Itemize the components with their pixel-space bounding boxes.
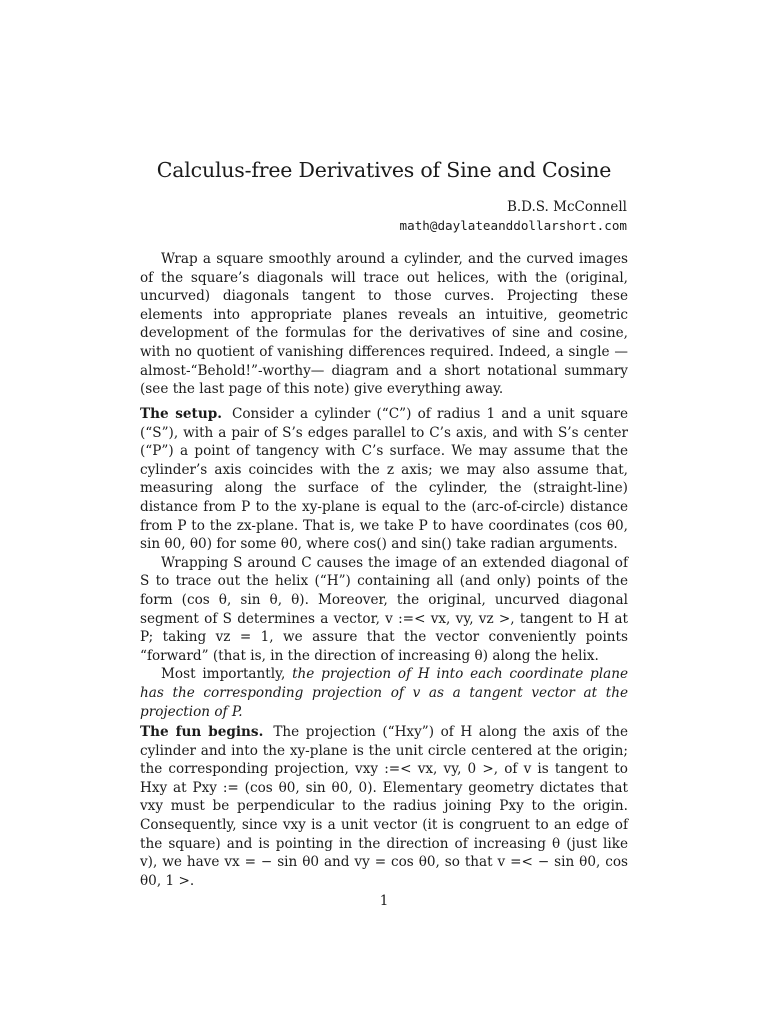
setup-paragraph-2: Wrapping S around C causes the image of an extended diagonal of S to trace out the helix (“H”) containing all (and only) points of the form (cos θ, sin θ, θ). Moreover, the original, uncurved diagonal segment of S determines a vector, v :=< vx, vy, vz >, tangent to H at P; taking vz = 1, we assure that the vector conveniently points “forward” (that is, in the direction of increasing θ) along the helix. (140, 554, 628, 664)
fun-paragraph-1-text: The projection (“Hxy”) of H along the axis of the cylinder and into the xy-plane is the unit circle centered at the origin; the corresponding projection, vxy :=< vx, vy, 0 >, of v is tangent to Hxy at Pxy := (cos θ0, sin θ0, 0). Elementary geometry dictates that vxy must be perpendicular to the radius joining Pxy to the origin. Consequently, since vxy is a unit vector (it is congruent to an edge of the square) and is pointing in the direction of increasing θ (just like v), we have vx = − sin θ0 and vy = cos θ0, so that v =< − sin θ0, cos θ0, 1 >. (140, 724, 628, 889)
fun-heading: The fun begins. (140, 724, 264, 740)
fun-paragraph-1 (140, 723, 628, 890)
setup-paragraph-3-emphasis: the projection of H into each coordinate plane has the corresponding projection of v as a tangent vector at the projection of P. (140, 666, 629, 720)
setup-paragraph-1-text: Consider a cylinder (“C”) of radius 1 and a unit square (“S”), with a pair of S’s edges parallel to C’s axis, and with S’s center (“P”) a point of tangency with C’s surface. We may assume that the cylinder’s axis coincides with the z axis; we may also assume that, measuring along the surface of the cylinder, the (straight-line) distance from P to the xy-plane is equal to the (arc-of-circle) distance from P to the zx-plane. That is, we take P to have coordinates (cos θ0, sin θ0, θ0) for some θ0, where cos() and sin() take radian arguments. (140, 406, 628, 553)
page-number: 1 (379, 893, 389, 909)
setup-paragraph-1 (140, 405, 628, 554)
author-email: math@daylateanddollarshort.com (399, 218, 627, 233)
section-fun-begins (140, 723, 628, 890)
paper-title: Calculus-free Derivatives of Sine and Cosine (156, 158, 612, 182)
abstract (140, 250, 628, 399)
abstract-paragraph: Wrap a square smoothly around a cylinder, and the curved images of the square’s diagonals will trace out helices, with the (original, uncurved) diagonals tangent to those curves. Projecting these elements into appropriate planes reveals an intuitive, geometric development of the formulas for the derivatives of sine and cosine, with no quotient of vanishing differences required. Indeed, a single —almost-“Behold!”-worthy— diagram and a short notational summary (see the last page of this note) give everything away. (140, 251, 628, 398)
author-name: B.D.S. McConnell (506, 199, 627, 215)
setup-paragraph-3 (140, 665, 628, 721)
setup-paragraph-3-lead: Most importantly, (161, 666, 286, 683)
section-setup (140, 405, 628, 721)
setup-heading: The setup. (140, 406, 222, 422)
